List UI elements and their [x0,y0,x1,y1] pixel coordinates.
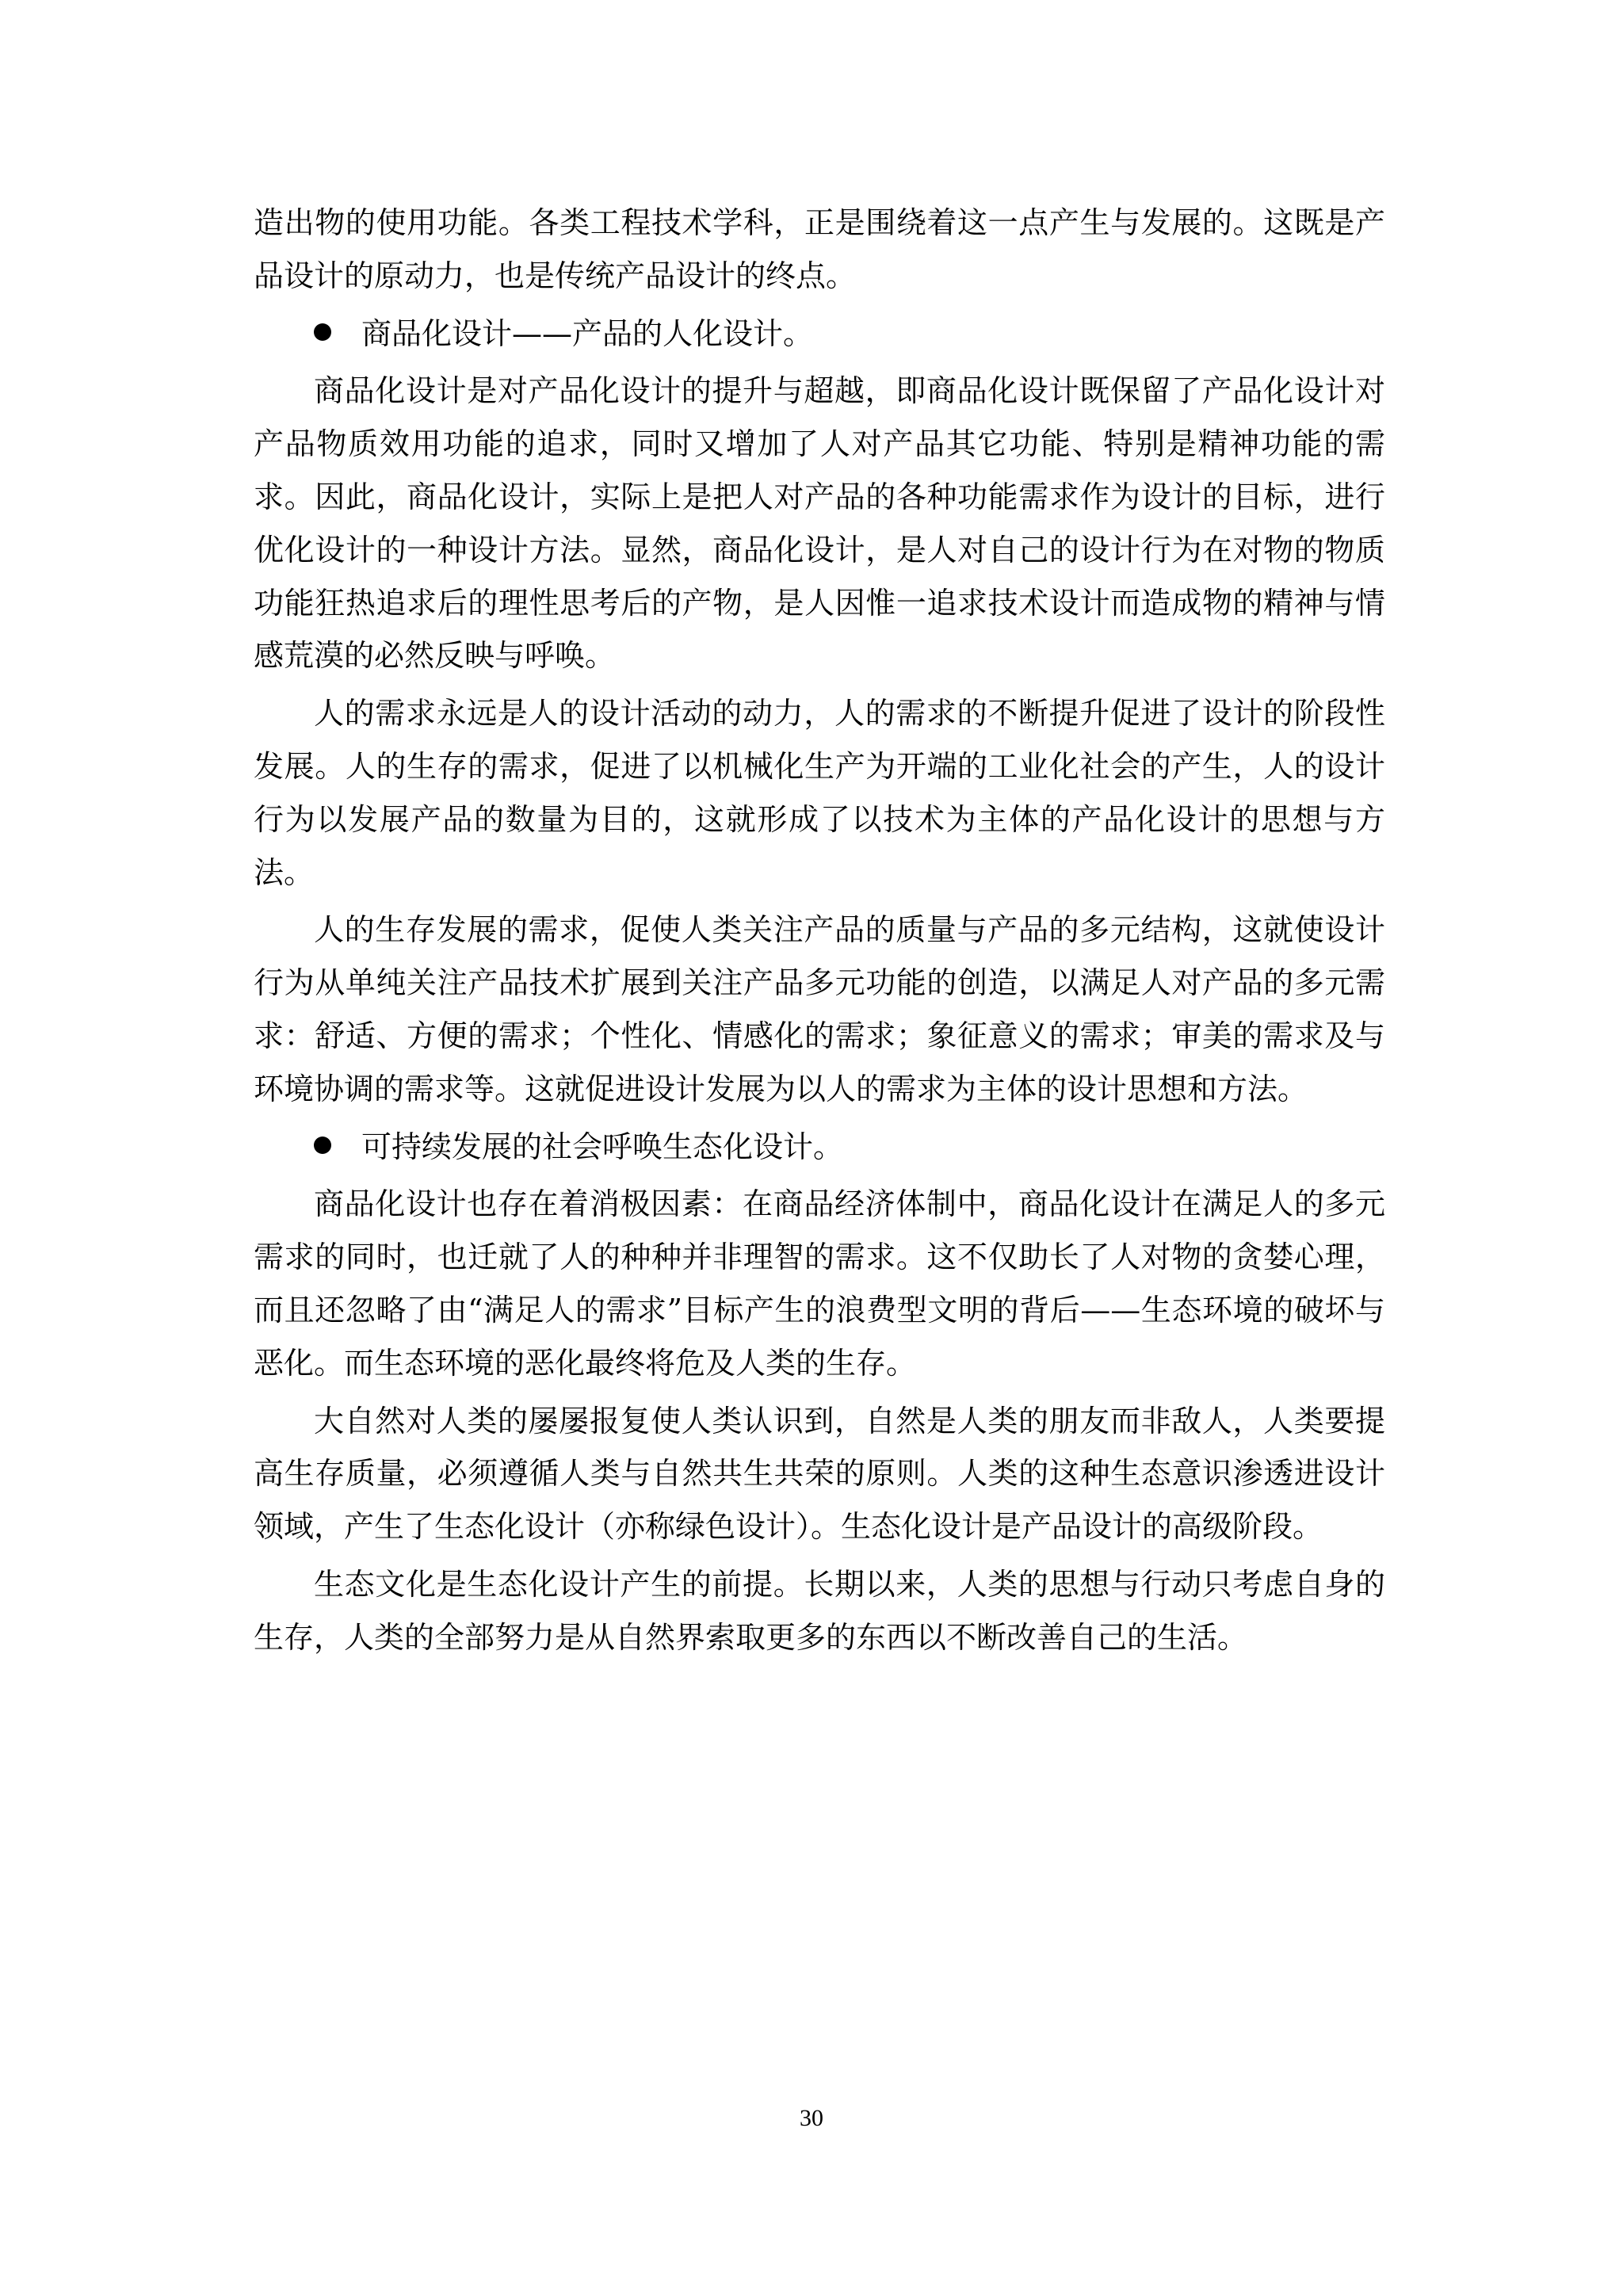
paragraph: 商品化设计也存在着消极因素：在商品经济体制中，商品化设计在满足人的多元需求的同时，也迁就了人的种种并非理智的需求。这不仅助长了人对物的贪婪心理，而且还忽略了由“满足人的需求”目标产生的浪费型文明的背后——生态环境的破坏与恶化。而生态环境的恶化最终将危及人类的生存。 [254,1186,1385,1381]
bullet-item-ecological-design [254,1121,1385,1174]
bullet-dot-icon [314,1137,331,1154]
paragraph-continuation: 造出物的使用功能。各类工程技术学科，正是围绕着这一点产生与发展的。这既是产品设计的原动力，也是传统产品设计的终点。 [254,205,1385,293]
bullet-dot-icon [314,323,331,341]
paragraph: 大自然对人类的屡屡报复使人类认识到，自然是人类的朋友而非敌人，人类要提高生存质量，必须遵循人类与自然共生共荣的原则。人类的这种生态意识渗透进设计领域，产生了生态化设计（亦称绿色设计）。生态化设计是产品设计的高级阶段。 [254,1403,1385,1545]
bullet-text: 可持续发展的社会呼唤生态化设计。 [361,1129,844,1164]
paragraph: 人的生存发展的需求，促使人类关注产品的质量与产品的多元结构，这就使设计行为从单纯关注产品技术扩展到关注产品多元功能的创造，以满足人对产品的多元需求：舒适、方便的需求；个性化、情感化的需求；象征意义的需求；审美的需求及与环境协调的需求等。这就促进设计发展为以人的需求为主体的设计思想和方法。 [254,912,1385,1106]
bullet-text: 商品化设计——产品的人化设计。 [361,315,814,351]
page-body [254,197,1385,1669]
paragraph: 人的需求永远是人的设计活动的动力，人的需求的不断提升促进了设计的阶段性发展。人的生存的需求，促进了以机械化生产为开端的工业化社会的产生，人的设计行为以发展产品的数量为目的，这就形成了以技术为主体的产品化设计的思想与方法。 [254,696,1385,890]
bullet-item-commercial-design [254,308,1385,361]
page-number: 30 [800,2105,823,2131]
paragraph: 商品化设计是对产品化设计的提升与超越，即商品化设计既保留了产品化设计对产品物质效用功能的追求，同时又增加了人对产品其它功能、特别是精神功能的需求。因此，商品化设计，实际上是把人对产品的各种功能需求作为设计的目标，进行优化设计的一种设计方法。显然，商品化设计，是人对自己的设计行为在对物的物质功能狂热追求后的理性思考后的产物，是人因惟一追求技术设计而造成物的精神与情感荒漠的必然反映与呼唤。 [254,373,1385,674]
paragraph: 生态文化是生态化设计产生的前提。长期以来，人类的思想与行动只考虑自身的生存，人类的全部努力是从自然界索取更多的东西以不断改善自己的生活。 [254,1566,1385,1655]
